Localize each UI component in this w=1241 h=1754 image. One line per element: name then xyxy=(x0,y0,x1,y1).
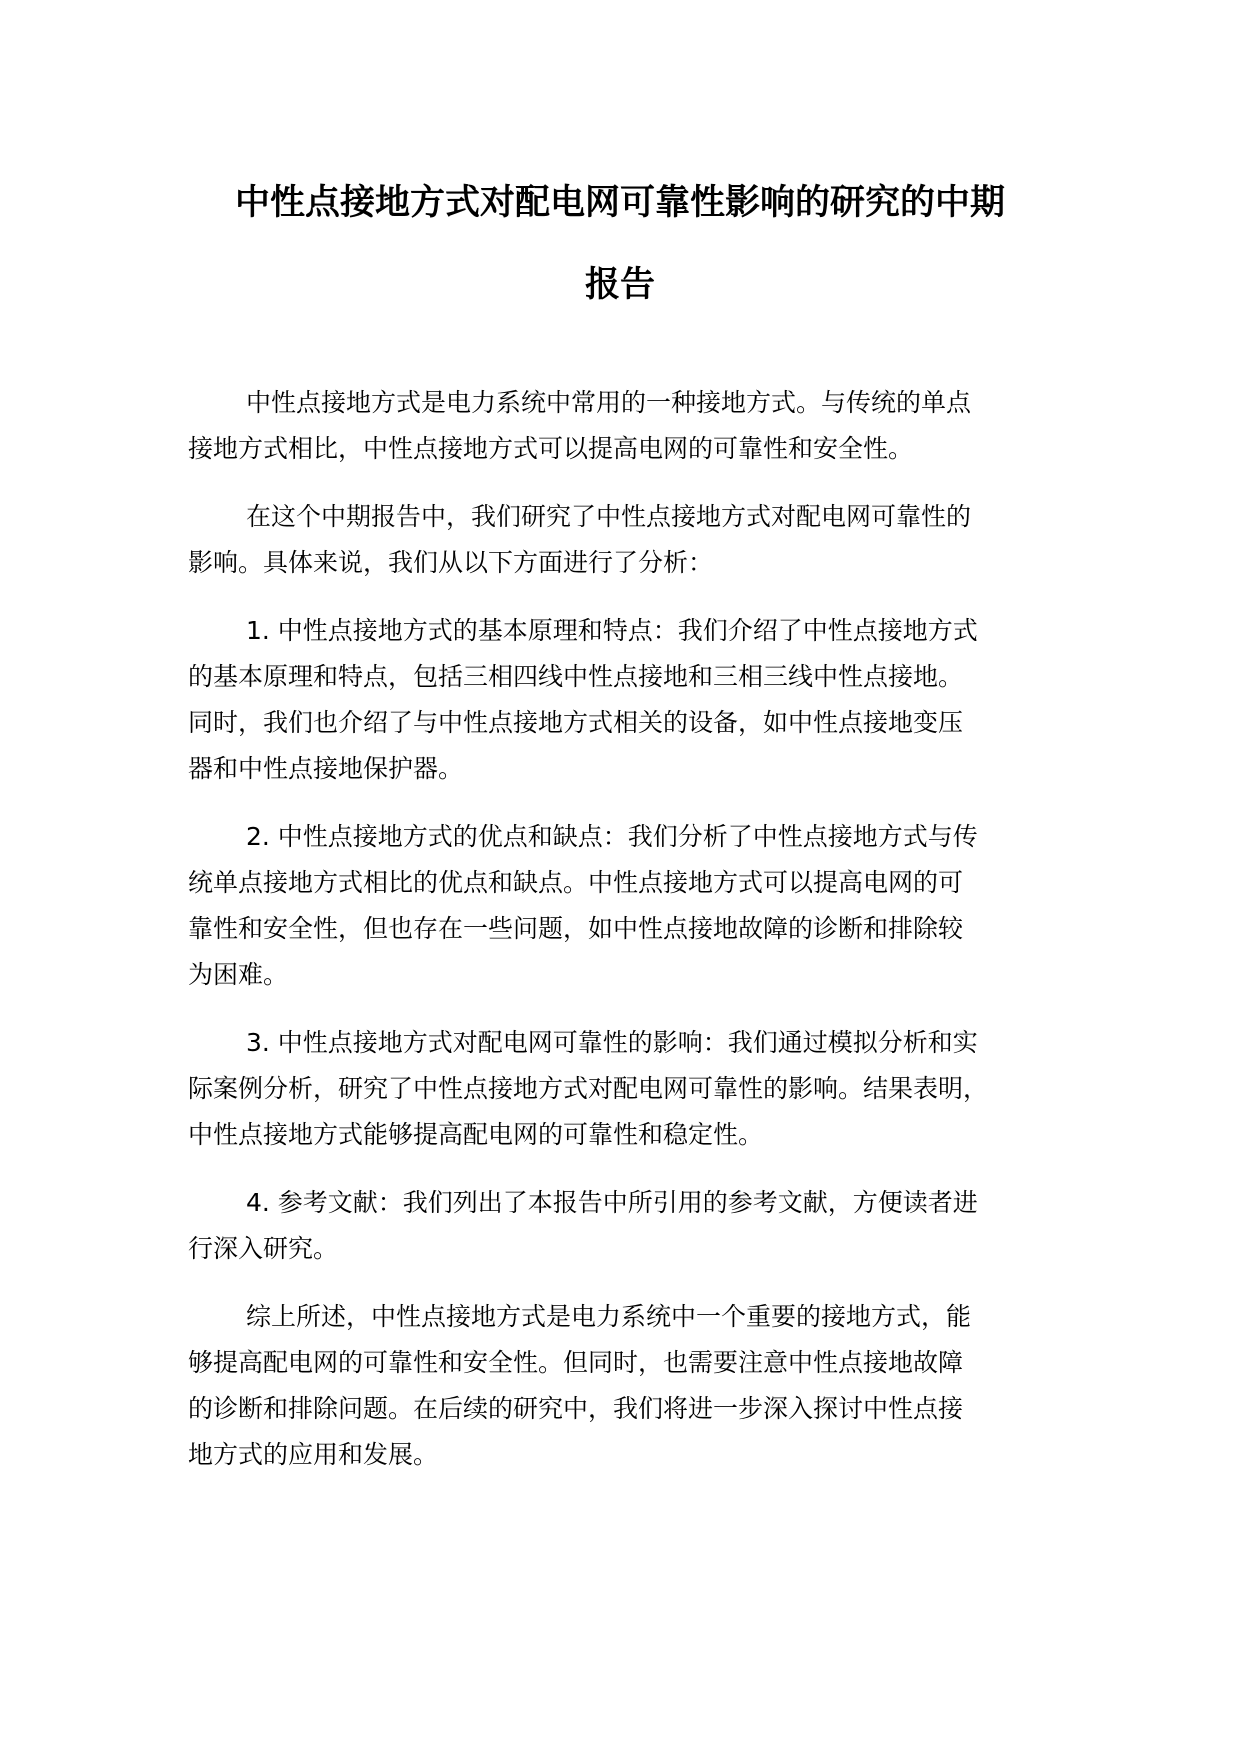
paragraph-line: 影响。具体来说，我们从以下方面进行了分析： xyxy=(188,548,714,577)
paragraph-line: 在这个中期报告中，我们研究了中性点接地方式对配电网可靠性的 xyxy=(246,502,972,531)
paragraph-line: 为困难。 xyxy=(188,960,289,989)
paragraph-item-3 xyxy=(188,1020,1078,1158)
paragraph-conclusion xyxy=(188,1294,1078,1478)
paragraph-intro xyxy=(188,380,1078,472)
paragraph-line: 行深入研究。 xyxy=(188,1234,339,1263)
paragraph-line: 综上所述，中性点接地方式是电力系统中一个重要的接地方式，能 xyxy=(246,1302,972,1331)
paragraph-line: 际案例分析，研究了中性点接地方式对配电网可靠性的影响。结果表明， xyxy=(188,1074,989,1103)
document-title-line-1: 中性点接地方式对配电网可靠性影响的研究的中期 xyxy=(234,183,1005,223)
paragraph-line: 同时，我们也介绍了与中性点接地方式相关的设备，如中性点接地变压 xyxy=(188,708,964,737)
paragraph-line: 地方式的应用和发展。 xyxy=(188,1440,439,1469)
paragraph-line: 1. 中性点接地方式的基本原理和特点：我们介绍了中性点接地方式 xyxy=(246,616,978,645)
paragraph-line: 的诊断和排除问题。在后续的研究中，我们将进一步深入探讨中性点接 xyxy=(188,1394,964,1423)
document-body xyxy=(188,380,1078,1500)
paragraph-item-2 xyxy=(188,814,1078,998)
paragraph-line: 2. 中性点接地方式的优点和缺点：我们分析了中性点接地方式与传 xyxy=(246,822,978,851)
paragraph-line: 4. 参考文献：我们列出了本报告中所引用的参考文献，方便读者进 xyxy=(246,1188,978,1217)
paragraph-line: 3. 中性点接地方式对配电网可靠性的影响：我们通过模拟分析和实 xyxy=(246,1028,978,1057)
paragraph-line: 中性点接地方式是电力系统中常用的一种接地方式。与传统的单点 xyxy=(246,388,972,417)
paragraph-item-1 xyxy=(188,608,1078,792)
paragraph-line: 接地方式相比，中性点接地方式可以提高电网的可靠性和安全性。 xyxy=(188,434,914,463)
paragraph-line: 器和中性点接地保护器。 xyxy=(188,754,464,783)
paragraph-line: 够提高配电网的可靠性和安全性。但同时，也需要注意中性点接地故障 xyxy=(188,1348,964,1377)
paragraph-line: 中性点接地方式能够提高配电网的可靠性和稳定性。 xyxy=(188,1120,764,1149)
paragraph-line: 的基本原理和特点，包括三相四线中性点接地和三相三线中性点接地。 xyxy=(188,662,964,691)
paragraph-line: 统单点接地方式相比的优点和缺点。中性点接地方式可以提高电网的可 xyxy=(188,868,964,897)
paragraph-line: 靠性和安全性，但也存在一些问题，如中性点接地故障的诊断和排除较 xyxy=(188,914,964,943)
paragraph-item-4 xyxy=(188,1180,1078,1272)
document-title-line-2: 报告 xyxy=(584,265,655,305)
paragraph-scope xyxy=(188,494,1078,586)
